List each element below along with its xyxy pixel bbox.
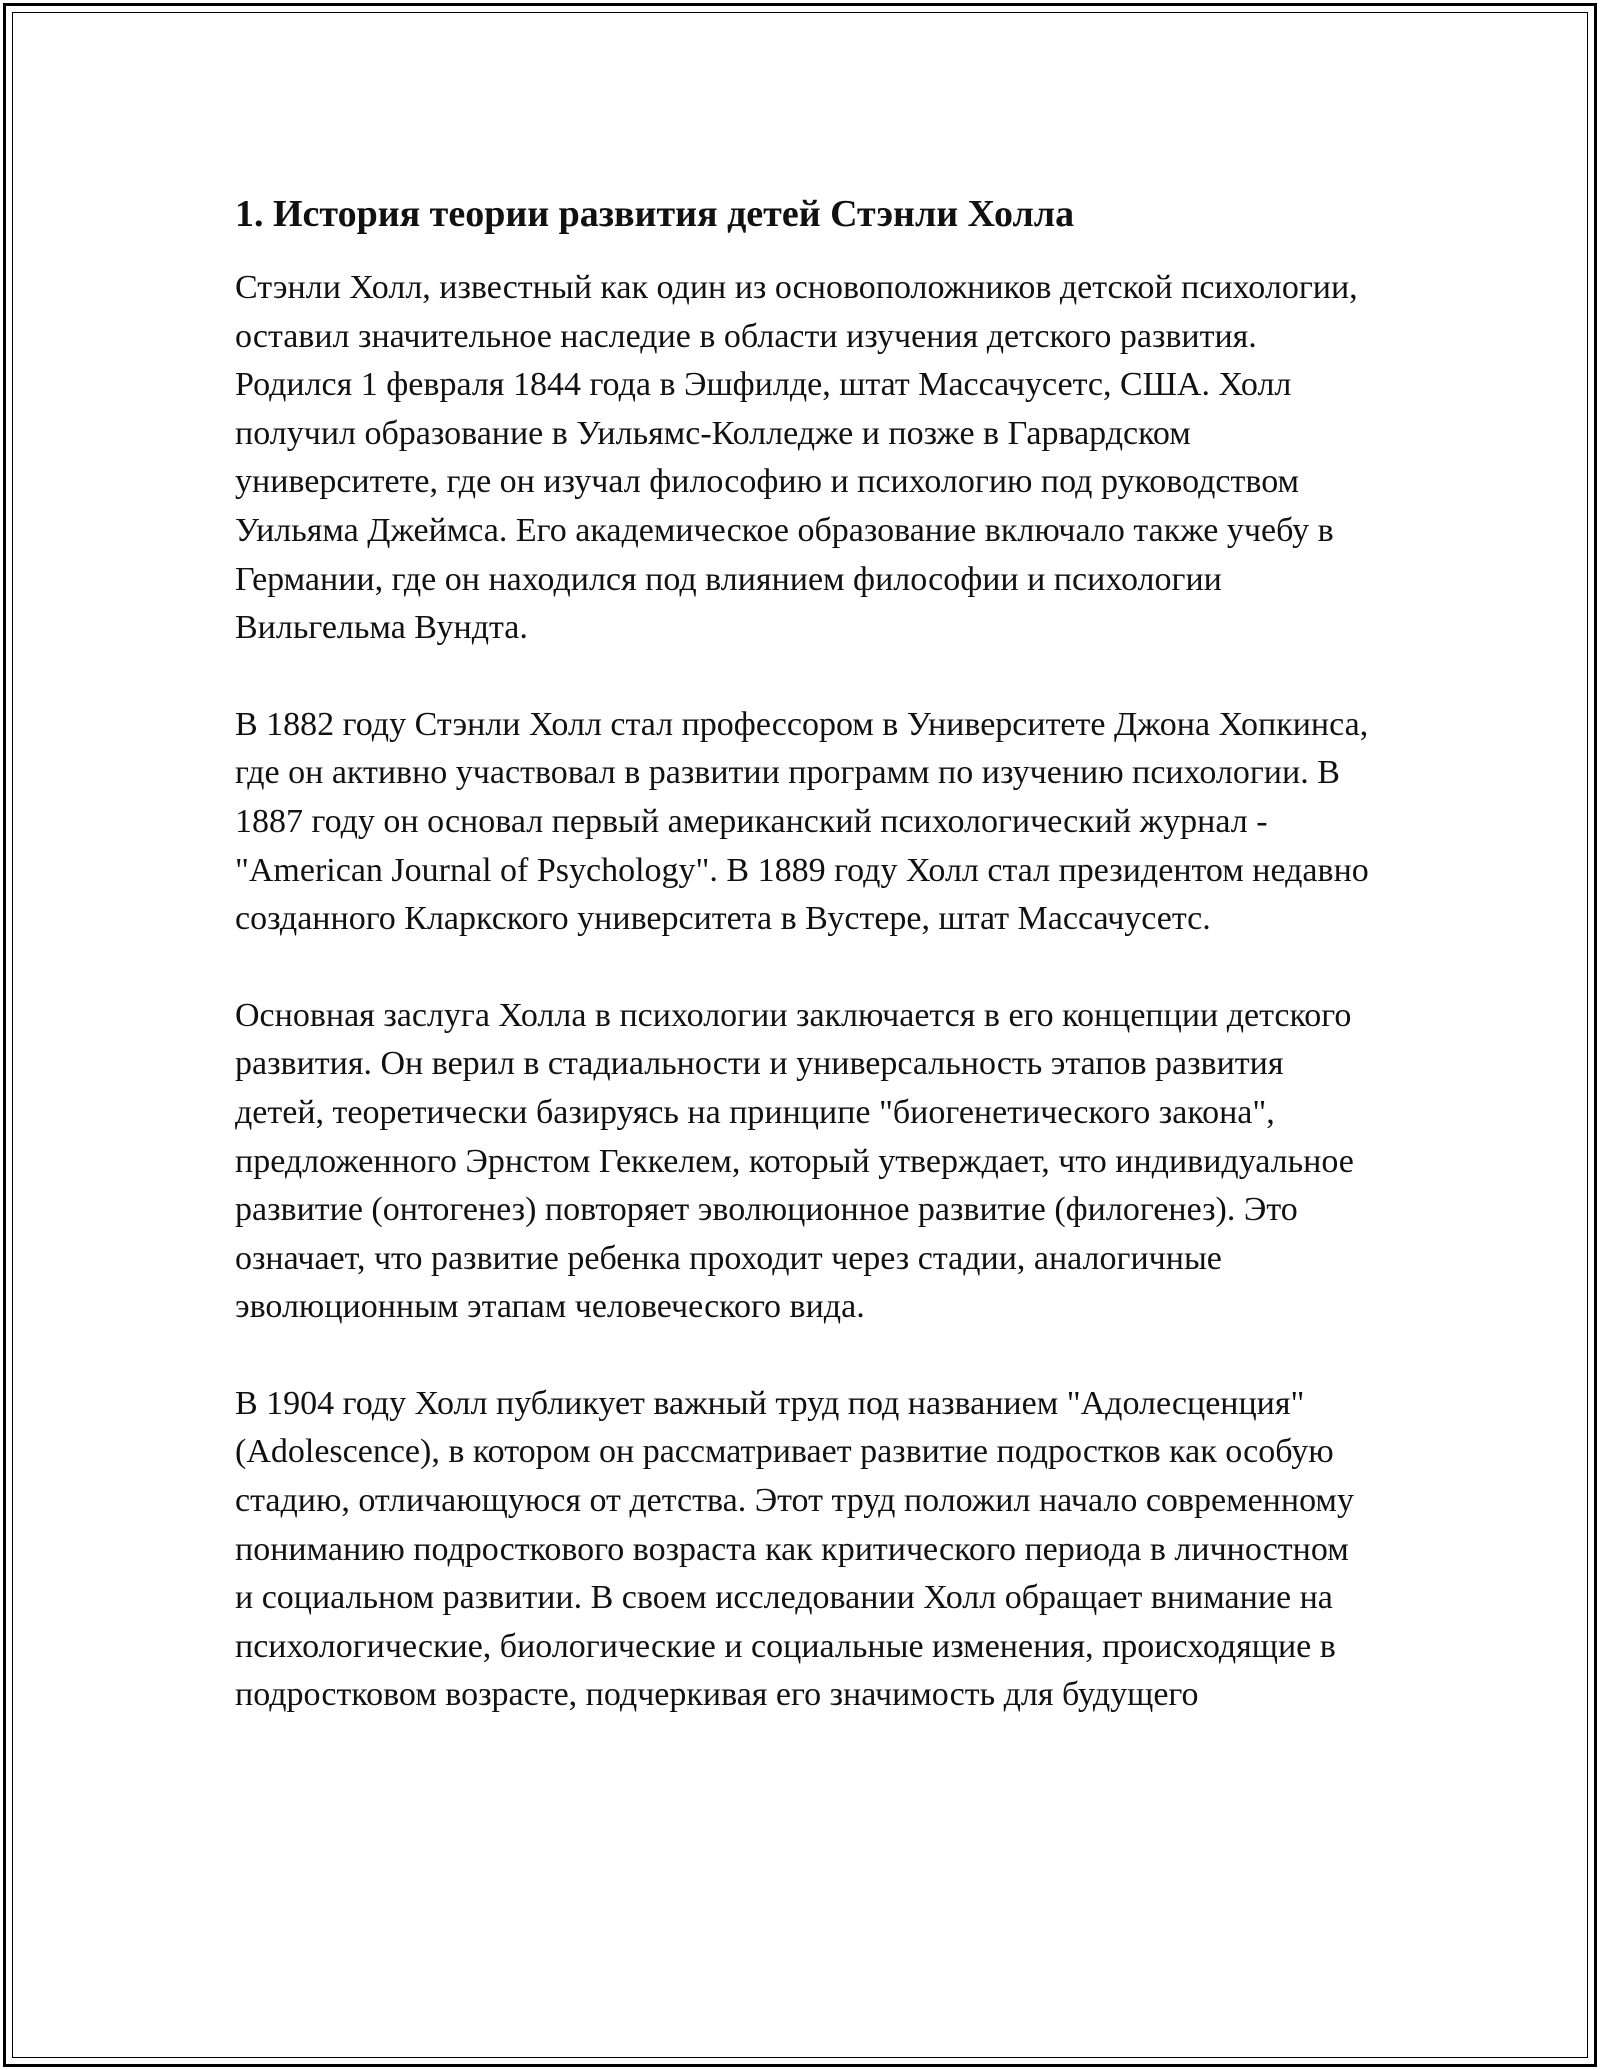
paragraph-career: В 1882 году Стэнли Холл стал профессором в Университете Джона Хопкинса, где он активно участвовал в развитии программ по изучению психологии. В 1887 году он основал первый американский психологический журнал - "American Journal of Psychology". В 1889 году Холл стал президентом недавно созданного Кларкского университета в Вустере, штат Массачусетс.	[235, 705, 1369, 938]
paragraph-biography: Стэнли Холл, известный как один из основоположников детской психологии, оставил значительное наследие в области изучения детского развития. Родился 1 февраля 1844 года в Эшфилде, штат Массачусетс, США. Холл получил образование в Уильямс-Колледже и позже в Гарвардском университете, где он изучал философию и психологию под руководством Уильяма Джеймса. Его академическое образование включало также учебу в Германии, где он находился под влиянием философии и психологии Вильгельма Вундта.	[235, 269, 1358, 647]
paragraph-adolescence: В 1904 году Холл публикует важный труд под названием "Адолесценция" (Adolescence), в котором он рассматривает развитие подростков как особую стадию, отличающуюся от детства. Этот труд положил начало современному пониманию подросткового возраста как критического периода в личностном и социальном развитии. В своем исследовании Холл обращает внимание на психологические, биологические и социальные изменения, происходящие в подростковом возрасте, подчеркивая его значимость для будущего	[235, 1384, 1354, 1714]
paragraph-concept: Основная заслуга Холла в психологии заключается в его концепции детского развития. Он верил в стадиальности и универсальность этапов развития детей, теоретически базируясь на принципе "биогенетического закона", предложенного Эрнстом Геккелем, который утверждает, что индивидуальное развитие (онтогенез) повторяет эволюционное развитие (филогенез). Это означает, что развитие ребенка проходит через стадии, аналогичные эволюционным этапам человеческого вида.	[235, 996, 1354, 1326]
section-heading: 1. История теории развития детей Стэнли Холла	[235, 193, 1075, 235]
document-body	[235, 186, 1375, 1768]
